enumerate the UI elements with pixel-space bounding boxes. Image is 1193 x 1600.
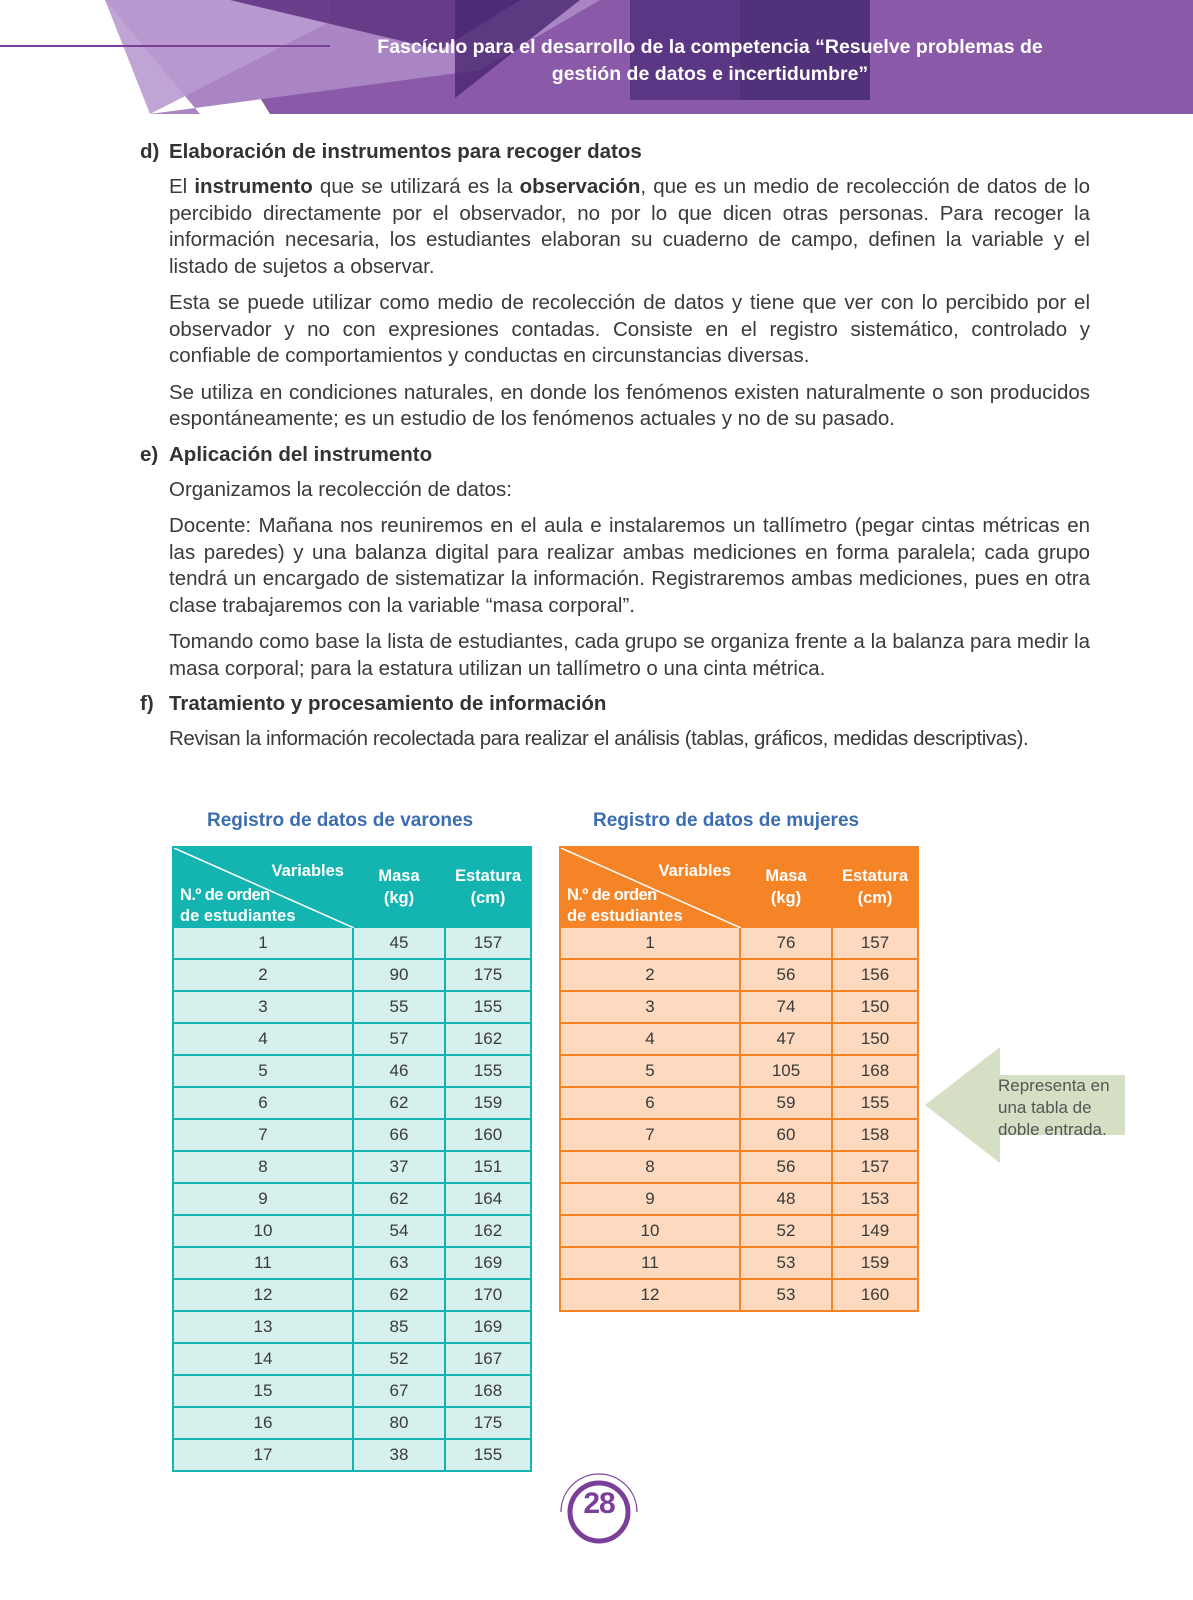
- women-header-diagonal-cell: [560, 847, 740, 927]
- cell-mass: 52: [353, 1343, 445, 1375]
- cell-student-number: 7: [173, 1119, 353, 1151]
- cell-mass: 63: [353, 1247, 445, 1279]
- cell-height: 157: [832, 927, 918, 959]
- cell-student-number: 7: [560, 1119, 740, 1151]
- text-run: que se utilizará es la: [312, 175, 520, 198]
- header-order-line1: N.º de orden: [180, 886, 270, 904]
- section-d-letter: d): [140, 140, 160, 163]
- cell-height: 150: [832, 1023, 918, 1055]
- table-row: [560, 1055, 918, 1087]
- cell-height: 158: [832, 1119, 918, 1151]
- section-d-title: Elaboración de instrumentos para recoger datos: [169, 140, 642, 163]
- cell-student-number: 4: [173, 1023, 353, 1055]
- header-height-line2: (cm): [857, 889, 893, 907]
- cell-mass: 66: [353, 1119, 445, 1151]
- section-e-heading: [140, 443, 1090, 467]
- cell-mass: 48: [740, 1183, 832, 1215]
- header-mass-line2: (kg): [383, 889, 415, 907]
- cell-height: 168: [832, 1055, 918, 1087]
- table-row: [173, 1343, 531, 1375]
- table-row: [173, 1151, 531, 1183]
- section-e-paragraph-3: Tomando como base la lista de estudiantes, cada grupo se organiza frente a la balanza para medir la masa corporal; para la estatura utilizan un tallímetro o una cinta métrica.: [169, 630, 1090, 680]
- cell-height: 155: [445, 991, 531, 1023]
- cell-student-number: 1: [173, 927, 353, 959]
- cell-student-number: 15: [173, 1375, 353, 1407]
- section-f-title: Tratamiento y procesamiento de información: [169, 692, 607, 715]
- section-e-paragraph-1: Organizamos la recolección de datos:: [169, 477, 512, 501]
- men-header-diagonal-cell: [173, 847, 353, 927]
- cell-mass: 62: [353, 1279, 445, 1311]
- header-order-line2: de estudiantes: [567, 907, 683, 925]
- cell-mass: 57: [353, 1023, 445, 1055]
- cell-student-number: 5: [173, 1055, 353, 1087]
- section-e-paragraph-2: Docente: Mañana nos reuniremos en el aula e instalaremos un tallímetro (pegar cintas métricas en las paredes) y una balanza digital para realizar ambas mediciones en forma paralela; cada grupo tendrá un encargado de sistematizar la información. Registraremos ambas mediciones, pues en otra clase trabajaremos con la variable “masa corporal”.: [169, 514, 1090, 617]
- women-table-header-row: [560, 847, 918, 927]
- cell-height: 169: [445, 1311, 531, 1343]
- cell-student-number: 1: [560, 927, 740, 959]
- cell-student-number: 6: [560, 1087, 740, 1119]
- cell-student-number: 11: [560, 1247, 740, 1279]
- women-table-title: Registro de datos de mujeres: [593, 810, 860, 831]
- cell-mass: 38: [353, 1439, 445, 1471]
- main-content: [140, 140, 1090, 763]
- cell-mass: 74: [740, 991, 832, 1023]
- header-variables: Variables: [271, 862, 344, 880]
- header-order-line1: N.º de orden: [567, 886, 657, 904]
- cell-mass: 56: [740, 959, 832, 991]
- header-mass-line1: Masa: [378, 867, 420, 885]
- cell-student-number: 10: [560, 1215, 740, 1247]
- header-height-line2: (cm): [470, 889, 506, 907]
- cell-student-number: 14: [173, 1343, 353, 1375]
- section-d-heading: [140, 140, 1090, 164]
- cell-student-number: 12: [173, 1279, 353, 1311]
- table-row: [560, 1279, 918, 1311]
- cell-mass: 62: [353, 1183, 445, 1215]
- cell-mass: 55: [353, 991, 445, 1023]
- table-row: [560, 991, 918, 1023]
- cell-mass: 54: [353, 1215, 445, 1247]
- men-table-body: [173, 927, 531, 1471]
- cell-mass: 62: [353, 1087, 445, 1119]
- cell-height: 175: [445, 1407, 531, 1439]
- cell-student-number: 6: [173, 1087, 353, 1119]
- table-row: [173, 1439, 531, 1471]
- cell-height: 175: [445, 959, 531, 991]
- cell-mass: 52: [740, 1215, 832, 1247]
- men-header-height: [445, 847, 531, 927]
- cell-height: 156: [832, 959, 918, 991]
- cell-height: 151: [445, 1151, 531, 1183]
- cell-student-number: 3: [560, 991, 740, 1023]
- section-f-heading: [140, 692, 1090, 716]
- header-mass-line2: (kg): [770, 889, 802, 907]
- cell-mass: 37: [353, 1151, 445, 1183]
- cell-height: 168: [445, 1375, 531, 1407]
- women-table-body: [560, 927, 918, 1311]
- table-row: [173, 1023, 531, 1055]
- cell-height: 155: [832, 1087, 918, 1119]
- section-e-title: Aplicación del instrumento: [169, 442, 433, 466]
- table-row: [560, 1215, 918, 1247]
- table-row: [560, 1247, 918, 1279]
- cell-mass: 90: [353, 959, 445, 991]
- header-height-line1: Estatura: [841, 867, 909, 885]
- cell-height: 159: [445, 1087, 531, 1119]
- cell-mass: 45: [353, 927, 445, 959]
- cell-student-number: 11: [173, 1247, 353, 1279]
- cell-height: 170: [445, 1279, 531, 1311]
- cell-height: 155: [445, 1439, 531, 1471]
- table-row: [173, 959, 531, 991]
- cell-student-number: 2: [560, 959, 740, 991]
- table-row: [173, 927, 531, 959]
- women-header-height: [832, 847, 918, 927]
- callout-text: [998, 1075, 1128, 1141]
- cell-height: 162: [445, 1023, 531, 1055]
- cell-height: 155: [445, 1055, 531, 1087]
- cell-height: 150: [832, 991, 918, 1023]
- cell-height: 162: [445, 1215, 531, 1247]
- section-d-paragraph-1: [169, 174, 1090, 280]
- cell-mass: 59: [740, 1087, 832, 1119]
- callout-line2: una tabla de: [998, 1098, 1092, 1117]
- table-row: [560, 1151, 918, 1183]
- cell-height: 164: [445, 1183, 531, 1215]
- cell-mass: 105: [740, 1055, 832, 1087]
- section-d-paragraph-2: Esta se puede utilizar como medio de recolección de datos y tiene que ver con lo percibido por el observador y no con expresiones contadas. Consiste en el registro sistemático, controlado y confiable de comportamientos y conductas en circunstancias diversas.: [169, 291, 1090, 367]
- cell-mass: 53: [740, 1279, 832, 1311]
- cell-student-number: 8: [560, 1151, 740, 1183]
- table-row: [173, 1087, 531, 1119]
- cell-height: 159: [832, 1247, 918, 1279]
- cell-height: 160: [832, 1279, 918, 1311]
- cell-student-number: 5: [560, 1055, 740, 1087]
- table-row: [173, 1119, 531, 1151]
- cell-height: 167: [445, 1343, 531, 1375]
- women-header-mass: [740, 847, 832, 927]
- bold-observacion: observación: [519, 175, 641, 198]
- text-run: El: [169, 175, 195, 198]
- cell-student-number: 9: [173, 1183, 353, 1215]
- header-order-line2: de estudiantes: [180, 907, 296, 925]
- section-d-paragraph-3: Se utiliza en condiciones naturales, en donde los fenómenos existen naturalmente o son producidos espontáneamente; es un estudio de los fenómenos actuales y no de su pasado.: [169, 380, 1090, 430]
- table-row: [173, 1279, 531, 1311]
- cell-mass: 53: [740, 1247, 832, 1279]
- table-row: [173, 1311, 531, 1343]
- header-variables: Variables: [658, 862, 731, 880]
- table-row: [560, 959, 918, 991]
- table-row: [173, 1055, 531, 1087]
- cell-mass: 85: [353, 1311, 445, 1343]
- cell-student-number: 13: [173, 1311, 353, 1343]
- header-banner: [0, 0, 1193, 114]
- cell-student-number: 16: [173, 1407, 353, 1439]
- table-row: [560, 1023, 918, 1055]
- header-title-line2: gestión de datos e incertidumbre”: [551, 63, 869, 85]
- cell-mass: 76: [740, 927, 832, 959]
- men-header-mass: [353, 847, 445, 927]
- cell-height: 153: [832, 1183, 918, 1215]
- table-row: [173, 1183, 531, 1215]
- table-row: [173, 1375, 531, 1407]
- cell-student-number: 10: [173, 1215, 353, 1247]
- men-table-header-row: [173, 847, 531, 927]
- text-run: , que es un medio de recolección de datos de lo percibido directamente por el observador, no por lo que dicen otras personas. Para recoger la información necesaria, los estudiantes elaboran su cuaderno de campo, definen la variable y el listado de sujetos a observar.: [169, 175, 1090, 278]
- cell-mass: 80: [353, 1407, 445, 1439]
- cell-student-number: 17: [173, 1439, 353, 1471]
- header-title-line1: Fascículo para el desarrollo de la competencia “Resuelve problemas de: [377, 36, 1043, 58]
- callout-line3: doble entrada.: [998, 1120, 1107, 1139]
- section-f-paragraph-1: Revisan la información recolectada para realizar el análisis (tablas, gráficos, medidas descriptivas).: [169, 727, 1029, 750]
- cell-mass: 60: [740, 1119, 832, 1151]
- table-row: [560, 1183, 918, 1215]
- page-number: 28: [583, 1487, 615, 1520]
- cell-mass: 47: [740, 1023, 832, 1055]
- cell-student-number: 12: [560, 1279, 740, 1311]
- cell-student-number: 4: [560, 1023, 740, 1055]
- bold-instrumento: instrumento: [194, 175, 313, 198]
- section-f-letter: f): [140, 692, 154, 715]
- cell-student-number: 9: [560, 1183, 740, 1215]
- table-row: [173, 991, 531, 1023]
- cell-height: 149: [832, 1215, 918, 1247]
- men-data-table: [172, 846, 532, 1472]
- table-row: [560, 1119, 918, 1151]
- cell-mass: 67: [353, 1375, 445, 1407]
- table-row: [560, 927, 918, 959]
- cell-mass: 46: [353, 1055, 445, 1087]
- table-row: [173, 1407, 531, 1439]
- table-row: [560, 1087, 918, 1119]
- cell-mass: 56: [740, 1151, 832, 1183]
- header-title: [300, 34, 1120, 88]
- women-data-table: [559, 846, 919, 1312]
- table-row: [173, 1247, 531, 1279]
- cell-student-number: 8: [173, 1151, 353, 1183]
- cell-height: 157: [832, 1151, 918, 1183]
- cell-height: 157: [445, 927, 531, 959]
- cell-height: 160: [445, 1119, 531, 1151]
- cell-student-number: 3: [173, 991, 353, 1023]
- header-height-line1: Estatura: [454, 867, 522, 885]
- men-table-title: Registro de datos de varones: [207, 810, 474, 831]
- callout-line1: Representa en: [998, 1076, 1110, 1095]
- header-mass-line1: Masa: [765, 867, 807, 885]
- section-e-letter: e): [140, 442, 159, 466]
- table-row: [173, 1215, 531, 1247]
- cell-height: 169: [445, 1247, 531, 1279]
- cell-student-number: 2: [173, 959, 353, 991]
